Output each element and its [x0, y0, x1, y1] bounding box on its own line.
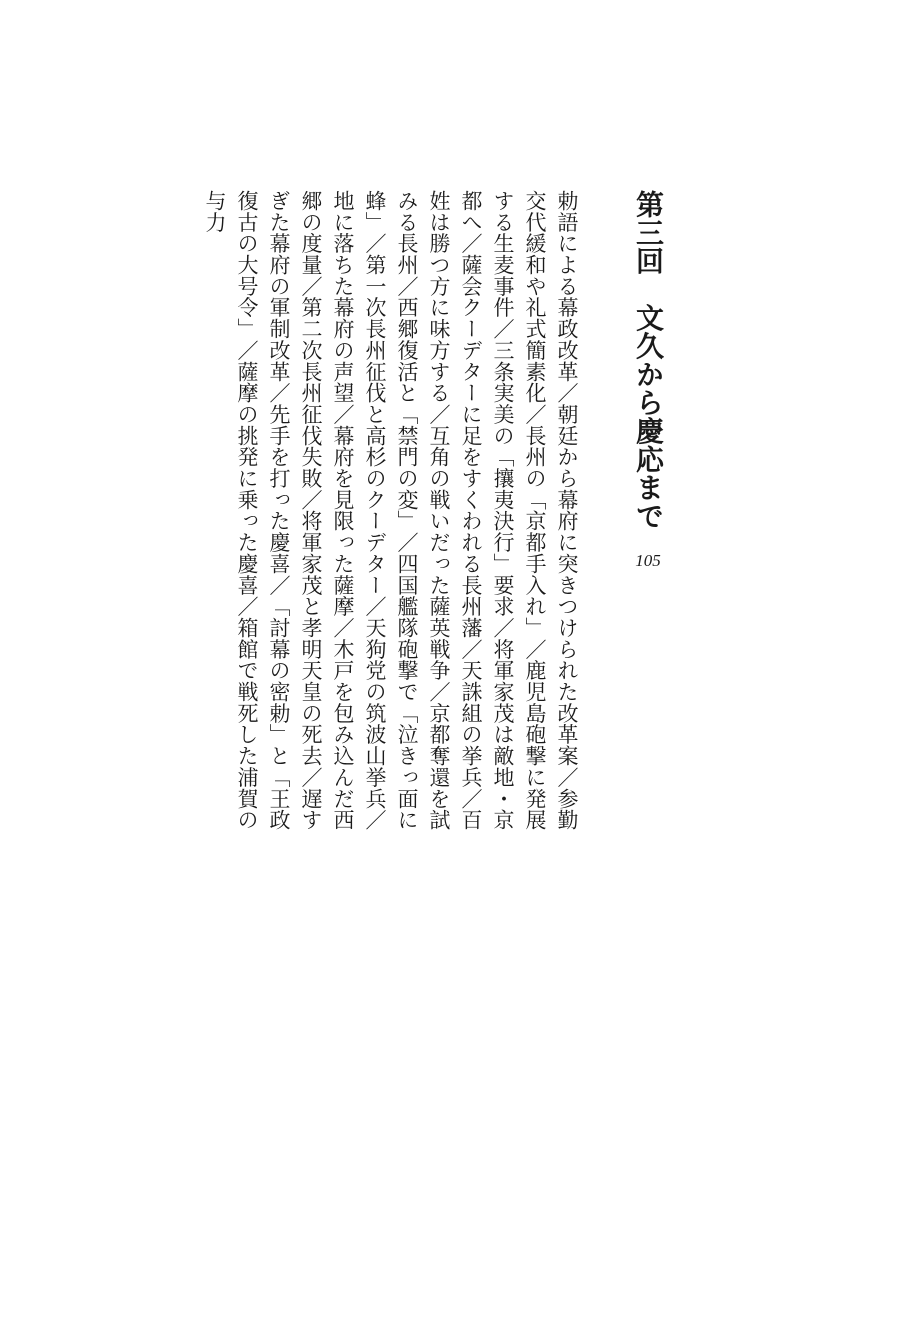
contents-column: 郷の度量／第二次長州征伐失敗／将軍家茂と孝明天皇の死去／遅す	[299, 190, 323, 831]
contents-column: 蜂」／第一次長州征伐と高杉のクーデター／天狗党の筑波山挙兵／	[363, 190, 387, 831]
chapter-title: 第三回 文久から慶応まで	[632, 190, 665, 530]
contents-column: 地に落ちた幕府の声望／幕府を見限った薩摩／木戸を包み込んだ西	[331, 190, 355, 831]
contents-column: する生麦事件／三条実美の「攘夷決行」要求／将軍家茂は敵地・京	[491, 190, 515, 831]
contents-column: 交代緩和や礼式簡素化／長州の「京都手入れ」／鹿児島砲撃に発展	[523, 190, 547, 831]
contents-column: 都へ／薩会クーデターに足をすくわれる長州藩／天誅組の挙兵／百	[459, 190, 483, 831]
contents-column: 姓は勝つ方に味方する／互角の戦いだった薩英戦争／京都奪還を試	[427, 190, 451, 831]
contents-column: みる長州／西郷復活と「禁門の変」／四国艦隊砲撃で「泣きっ面に	[395, 190, 419, 831]
contents-column: 復古の大号令」／薩摩の挑発に乗った慶喜／箱館で戦死した浦賀の	[235, 190, 259, 831]
contents-column: ぎた幕府の軍制改革／先手を打った慶喜／「討幕の密勅」と「王政	[267, 190, 291, 831]
contents-column: 与力	[203, 190, 227, 233]
chapter-contents	[199, 190, 583, 850]
contents-column: 勅語による幕政改革／朝廷から幕府に突きつけられた改革案／参勤	[555, 190, 579, 831]
page-number: 105	[635, 551, 661, 570]
